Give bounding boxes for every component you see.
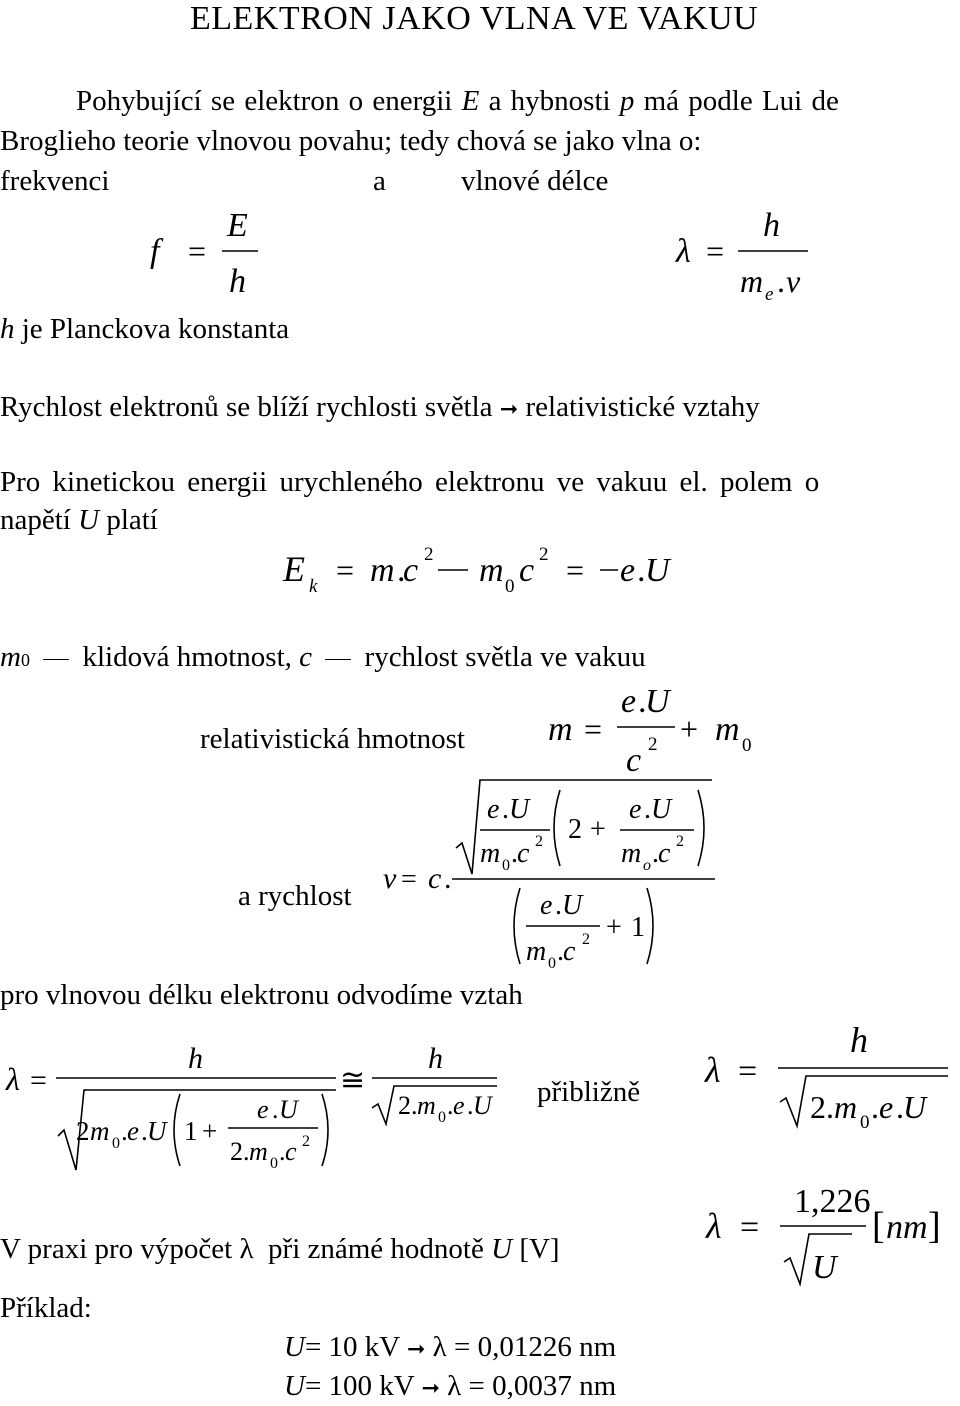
svg-text:2: 2 (424, 544, 434, 565)
svg-text:.: . (896, 1089, 904, 1125)
svg-text:0: 0 (502, 857, 510, 874)
svg-text:=: = (30, 1064, 47, 1097)
svg-text:U: U (473, 1091, 492, 1120)
svg-text:.: . (444, 862, 452, 895)
svg-text:2.: 2. (810, 1089, 834, 1125)
svg-text:2: 2 (76, 1116, 90, 1146)
svg-text:2.: 2. (398, 1091, 418, 1120)
svg-text:c: c (519, 552, 535, 589)
svg-text:m: m (834, 1089, 858, 1125)
svg-text:.: . (141, 1116, 148, 1146)
svg-text:c: c (658, 838, 671, 869)
example-row: U= 10 kV ➞ λ = 0,01226 nm (284, 1331, 617, 1363)
example-label: Příklad: (0, 1292, 92, 1324)
planck-note: h je Planckova konstanta (0, 313, 290, 345)
svg-text:=: = (584, 711, 603, 747)
svg-text:m: m (548, 711, 573, 748)
svg-text:e: e (487, 794, 500, 825)
kinetic-line-2: napětí U platí (0, 504, 158, 536)
formula-frequency (150, 207, 258, 300)
speed-label: a rychlost (238, 880, 352, 912)
svg-text:m: m (417, 1091, 436, 1120)
svg-text:c: c (517, 838, 530, 869)
svg-text:.: . (511, 838, 518, 869)
svg-text:[: [ (872, 1205, 885, 1247)
intro-line-2: Broglieho teorie vlnovou povahu; tedy chová se jako vlna o: (0, 125, 702, 157)
formula-relativistic-mass (548, 683, 752, 779)
svg-text:h: h (188, 1042, 203, 1075)
svg-text:m: m (715, 711, 740, 748)
svg-text:m: m (479, 552, 504, 589)
svg-text:=: = (336, 552, 355, 588)
svg-text:0: 0 (548, 955, 556, 972)
formula-kinetic (282, 544, 672, 597)
svg-text:.: . (121, 1116, 128, 1146)
svg-text:E: E (227, 207, 248, 244)
svg-text:.: . (644, 794, 651, 825)
svg-text:2.: 2. (230, 1137, 250, 1166)
svg-text:e: e (765, 284, 774, 305)
intro-line-1: Pohybující se elektron o energii E a hybnosti p má podle Lui de (76, 85, 839, 117)
svg-text:U: U (509, 794, 530, 825)
svg-text:0: 0 (860, 1112, 870, 1133)
svg-text:U: U (645, 683, 670, 720)
svg-text:e: e (879, 1089, 894, 1125)
intro-vlnove-delce: vlnové délce (461, 165, 609, 197)
svg-text:.: . (447, 1091, 454, 1120)
svg-text:.: . (637, 552, 646, 589)
svg-text:=: = (401, 864, 417, 895)
svg-text:+: + (202, 1116, 218, 1146)
svg-text:e: e (621, 683, 637, 720)
svg-text:2: 2 (302, 1133, 310, 1150)
svg-text:e: e (540, 890, 553, 921)
svg-text:c: c (285, 1137, 297, 1166)
svg-text:h: h (850, 1020, 868, 1060)
svg-text:.: . (397, 552, 406, 589)
svg-text:v: v (786, 263, 801, 299)
svg-text:0: 0 (438, 1109, 446, 1126)
svg-text:m: m (90, 1116, 110, 1146)
svg-text:.: . (279, 1137, 286, 1166)
svg-text:2: 2 (535, 833, 543, 850)
svg-text:c: c (403, 552, 419, 589)
svg-text:.: . (871, 1089, 879, 1125)
svg-text:2: 2 (539, 544, 549, 565)
svg-text:m: m (740, 263, 764, 299)
svg-text:U: U (562, 890, 583, 921)
svg-text:m: m (526, 936, 547, 967)
svg-text:m: m (621, 838, 642, 869)
svg-text:+: + (680, 711, 699, 747)
svg-text:h: h (229, 263, 246, 300)
svg-text:.: . (502, 794, 509, 825)
svg-text:2: 2 (648, 734, 658, 755)
svg-text:.: . (652, 838, 659, 869)
svg-text:0: 0 (270, 1155, 278, 1172)
svg-text:λ: λ (676, 233, 691, 270)
svg-text:2: 2 (582, 931, 590, 948)
arrow-right-icon: ➞ (421, 1376, 440, 1401)
svg-text:+: + (590, 814, 606, 845)
arrow-right-icon: ➞ (499, 397, 519, 422)
relativistic-mass-label: relativistická hmotnost (200, 723, 465, 755)
svg-text:c: c (563, 936, 576, 967)
svg-text:.: . (555, 890, 562, 921)
svg-text:λ: λ (6, 1061, 20, 1097)
svg-text:=: = (740, 1209, 760, 1246)
svg-text:.: . (777, 263, 785, 299)
svg-text:+: + (606, 912, 622, 943)
formula-wavelength-full (5, 1042, 497, 1172)
svg-text:U: U (903, 1089, 927, 1125)
svg-text:=: = (566, 552, 585, 588)
example-row: U= 100 kV ➞ λ = 0,0037 nm (284, 1370, 617, 1402)
wavelength-intro: pro vlnovou délku elektronu odvodíme vztah (0, 979, 523, 1011)
svg-text:v: v (383, 862, 397, 895)
svg-text:c: c (428, 862, 442, 895)
intro-a: a (373, 165, 386, 197)
svg-text:m: m (370, 552, 395, 589)
svg-text:E: E (283, 549, 305, 589)
svg-text:h: h (763, 207, 780, 244)
practice-note: V praxi pro výpočet λ při známé hodnotě U [V] (0, 1233, 560, 1265)
intro-frekvenci: frekvenci (0, 165, 110, 197)
svg-text:.: . (638, 683, 647, 720)
svg-text:λ: λ (705, 1050, 721, 1090)
svg-text:.: . (272, 1095, 279, 1124)
svg-text:o: o (643, 857, 651, 874)
formula-wavelength-approx (704, 1020, 948, 1133)
svg-text:U: U (812, 1249, 837, 1286)
arrow-right-icon: ➞ (406, 1337, 426, 1362)
formula-wavelength-practical (705, 1183, 941, 1286)
svg-text:h: h (428, 1042, 443, 1075)
svg-text:e: e (257, 1095, 269, 1124)
svg-text:nm: nm (886, 1209, 928, 1246)
svg-text:k: k (309, 576, 318, 597)
svg-text:m: m (249, 1137, 268, 1166)
svg-text:1: 1 (184, 1116, 198, 1146)
svg-text:]: ] (928, 1205, 941, 1247)
svg-text:λ: λ (706, 1206, 722, 1246)
svg-text:1,226: 1,226 (794, 1183, 871, 1220)
svg-text:U: U (651, 794, 672, 825)
svg-text:e: e (629, 794, 642, 825)
formula-velocity (383, 780, 715, 972)
svg-text:1: 1 (631, 912, 645, 943)
rest-mass-note: m0 klidová hmotnost, c rychlost světla ve vakuu (0, 641, 646, 673)
svg-text:m: m (480, 838, 501, 869)
relativistic-note: Rychlost elektronů se blíží rychlosti světla ➞ relativistické vztahy (0, 391, 760, 423)
svg-text:U: U (147, 1116, 167, 1146)
svg-text:=: = (706, 233, 725, 269)
svg-text:0: 0 (112, 1135, 120, 1152)
svg-text:e: e (620, 552, 636, 589)
svg-text:=: = (188, 233, 207, 269)
svg-text:e: e (127, 1116, 139, 1146)
svg-text:U: U (645, 552, 670, 589)
svg-text:0: 0 (742, 735, 752, 756)
svg-text:=: = (738, 1053, 758, 1090)
svg-text:U: U (279, 1095, 298, 1124)
svg-text:0: 0 (505, 576, 515, 597)
svg-text:.: . (467, 1091, 474, 1120)
svg-text:f: f (150, 233, 160, 270)
kinetic-line-1: Pro kinetickou energii urychleného elektronu ve vakuu el. polem o (0, 466, 820, 498)
svg-text:2: 2 (676, 833, 684, 850)
svg-text:2: 2 (568, 814, 582, 845)
svg-text:≅: ≅ (340, 1064, 366, 1097)
formula-wavelength (675, 207, 808, 305)
page-title: ELEKTRON JAKO VLNA VE VAKUU (190, 0, 759, 37)
svg-text:.: . (557, 936, 564, 967)
svg-text:e: e (453, 1091, 465, 1120)
svg-text:c: c (626, 742, 642, 779)
approx-label: přibližně (537, 1076, 641, 1108)
